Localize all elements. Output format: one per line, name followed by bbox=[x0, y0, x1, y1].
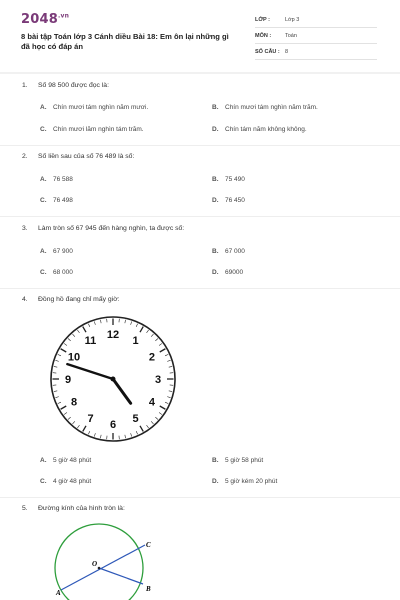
option-label: C. bbox=[40, 478, 47, 485]
clock-number: 9 bbox=[64, 374, 72, 386]
clock-number: 1 bbox=[132, 335, 139, 348]
point-label-c: C bbox=[146, 541, 151, 549]
page-header bbox=[0, 0, 400, 68]
clock-number: 10 bbox=[67, 351, 81, 364]
option-text: 68 000 bbox=[53, 269, 73, 276]
point-label-a: A bbox=[56, 589, 61, 597]
meta-grade-value: Lớp 3 bbox=[285, 17, 300, 23]
logo-text: 2048 bbox=[21, 12, 58, 27]
logo-suffix: .vn bbox=[57, 12, 70, 20]
circle-center-point bbox=[98, 567, 101, 570]
option-label: C. bbox=[40, 269, 47, 276]
option-label: A. bbox=[40, 104, 47, 111]
option-text: 76 588 bbox=[53, 176, 73, 183]
question-text: Làm tròn số 67 945 đến hàng nghìn, ta được số: bbox=[38, 225, 185, 232]
circle-radius-segment bbox=[99, 568, 143, 584]
circle-diameter-segment bbox=[61, 545, 145, 590]
clock-number: 4 bbox=[148, 396, 156, 409]
question-number: 2. bbox=[22, 153, 28, 160]
meta-grade-key: LỚP : bbox=[255, 17, 270, 23]
question-number: 4. bbox=[22, 296, 28, 303]
option-text: 5 giờ 48 phút bbox=[53, 457, 92, 464]
circle-outline bbox=[55, 524, 143, 600]
option-label: B. bbox=[212, 176, 219, 183]
option-label: B. bbox=[212, 457, 219, 464]
question-text: Đồng hồ đang chỉ mấy giờ: bbox=[38, 296, 120, 303]
meta-subject-value: Toán bbox=[285, 33, 297, 39]
question-divider bbox=[0, 216, 400, 217]
clock-number: 11 bbox=[84, 335, 97, 348]
clock-number: 7 bbox=[87, 412, 94, 425]
meta-count-key: SỐ CÂU : bbox=[255, 49, 280, 55]
clock-number: 12 bbox=[106, 329, 120, 341]
clock-number: 8 bbox=[70, 396, 78, 409]
point-label-b: B bbox=[146, 585, 151, 593]
question-text: Số 98 500 được đọc là: bbox=[38, 82, 109, 89]
question-number: 5. bbox=[22, 505, 28, 512]
option-label: A. bbox=[40, 457, 47, 464]
question-number: 1. bbox=[22, 82, 28, 89]
option-text: Chín mươi tám nghìn năm trăm. bbox=[225, 104, 318, 111]
option-text: 67 900 bbox=[53, 248, 73, 255]
clock-number: 5 bbox=[132, 412, 139, 425]
option-text: Chín mươi tám nghìn năm mươi. bbox=[53, 104, 149, 111]
option-text: 4 giờ 48 phút bbox=[53, 478, 92, 485]
option-text: Chín tám năm không không. bbox=[225, 126, 307, 133]
option-text: 69000 bbox=[225, 269, 244, 276]
center-label: O bbox=[92, 560, 98, 568]
option-label: D. bbox=[212, 126, 219, 133]
circle-figure bbox=[52, 520, 172, 600]
header-divider bbox=[0, 72, 400, 74]
clock-number: 3 bbox=[154, 374, 162, 386]
page-title: 8 bài tập Toán lớp 3 Cánh diều Bài 18: Em ôn lại những gì đã học có đáp án bbox=[21, 32, 229, 51]
option-text: 76 498 bbox=[53, 197, 73, 204]
option-label: C. bbox=[40, 197, 47, 204]
question-divider bbox=[0, 145, 400, 146]
clock-number: 6 bbox=[109, 419, 117, 431]
meta-subject bbox=[255, 30, 377, 44]
question-divider bbox=[0, 497, 400, 498]
question-text: Số liền sau của số 76 489 là số: bbox=[38, 153, 135, 160]
option-text: 67 000 bbox=[225, 248, 245, 255]
clock-figure bbox=[47, 313, 179, 445]
site-logo[interactable] bbox=[21, 12, 69, 27]
option-text: 75 490 bbox=[225, 176, 245, 183]
question-text: Đường kính của hình tròn là: bbox=[38, 505, 125, 512]
option-label: B. bbox=[212, 104, 219, 111]
option-label: D. bbox=[212, 197, 219, 204]
question-divider bbox=[0, 288, 400, 289]
question-number: 3. bbox=[22, 225, 28, 232]
option-text: 5 giờ 58 phút bbox=[225, 457, 264, 464]
option-text: 5 giờ kém 20 phút bbox=[225, 478, 278, 485]
meta-count-value: 8 bbox=[285, 49, 289, 55]
option-text: 76 450 bbox=[225, 197, 245, 204]
meta-grade bbox=[255, 14, 377, 28]
option-label: A. bbox=[40, 248, 47, 255]
meta-question-count bbox=[255, 46, 377, 60]
meta-subject-key: MÔN : bbox=[255, 33, 272, 39]
option-label: A. bbox=[40, 176, 47, 183]
option-label: D. bbox=[212, 269, 219, 276]
option-label: B. bbox=[212, 248, 219, 255]
option-label: D. bbox=[212, 478, 219, 485]
option-text: Chín mươi lăm nghìn tám trăm. bbox=[53, 126, 144, 133]
clock-number: 2 bbox=[148, 351, 156, 364]
option-label: C. bbox=[40, 126, 47, 133]
clock-center-pin bbox=[111, 377, 116, 382]
